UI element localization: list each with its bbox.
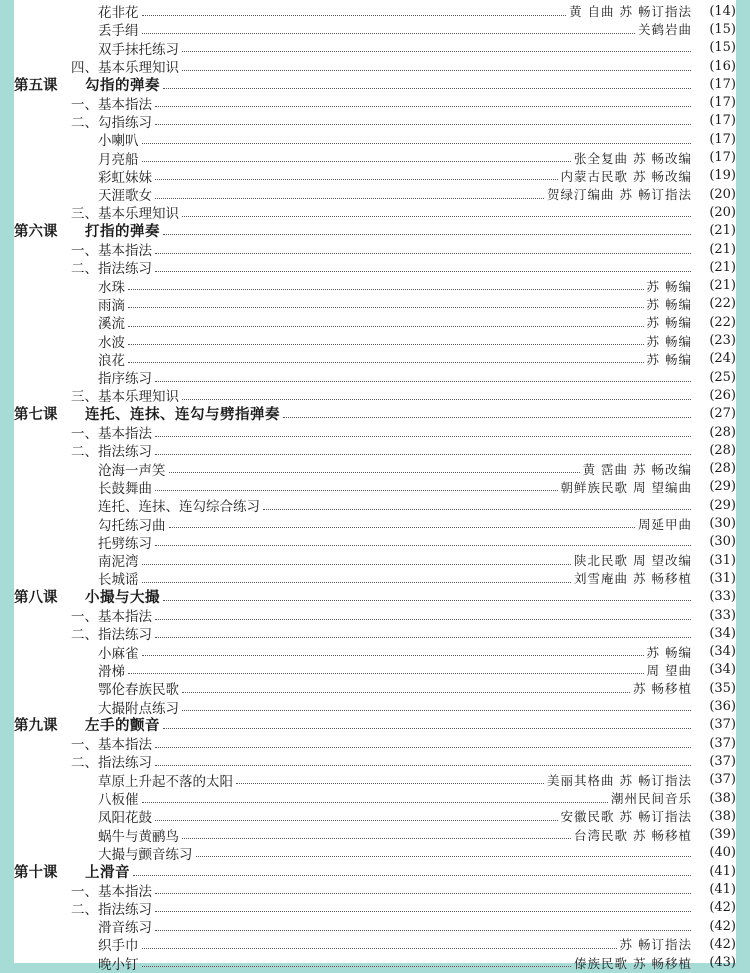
lesson-title: 连托、连抹、连勾与劈指弹奏 — [85, 407, 280, 424]
section-number: 二、 — [71, 261, 98, 278]
piece-title: 指序练习 — [98, 371, 152, 388]
piece-title: 小喇叭 — [98, 133, 139, 150]
toc-section-row[interactable] — [14, 57, 736, 75]
composer-credit: 苏 畅编 — [646, 278, 692, 294]
dot-leader — [283, 417, 691, 418]
composer-credit: 黄 自曲 苏 畅订指法 — [569, 4, 692, 20]
section-title: 基本指法 — [98, 243, 152, 260]
lesson-number: 第十课 — [14, 864, 58, 881]
lesson-title: 打指的弹奏 — [85, 224, 160, 241]
piece-title: 大撮与颤音练习 — [98, 846, 193, 863]
toc-lesson-row[interactable] — [14, 716, 736, 734]
dot-leader — [182, 51, 691, 52]
toc-piece-row[interactable] — [14, 167, 736, 185]
section-number: 二、 — [71, 627, 98, 644]
piece-title: 花非花 — [98, 5, 139, 22]
dot-leader — [196, 856, 692, 857]
composer-credit: 陕北民歌 周 望改编 — [574, 553, 692, 569]
page-number: (31) — [709, 552, 736, 568]
section-title: 基本指法 — [98, 883, 152, 900]
lesson-number: 第八课 — [14, 590, 58, 607]
page-number: (33) — [709, 589, 736, 605]
toc-piece-row[interactable] — [14, 697, 736, 715]
toc-section-row[interactable] — [14, 258, 736, 276]
section-title: 基本乐理知识 — [98, 60, 179, 77]
page-number: (29) — [709, 497, 736, 513]
toc-section-row[interactable] — [14, 880, 736, 898]
toc-piece-row[interactable] — [14, 917, 736, 935]
toc-section-row[interactable] — [14, 94, 736, 112]
piece-title: 水波 — [98, 334, 125, 351]
dot-leader — [142, 802, 608, 803]
section-number: 一、 — [71, 243, 98, 260]
piece-title: 托劈练习 — [98, 535, 152, 552]
piece-title: 小麻雀 — [98, 645, 139, 662]
page-number: (38) — [709, 790, 736, 806]
section-number: 二、 — [71, 114, 98, 131]
section-number: 二、 — [71, 444, 98, 461]
toc-piece-row[interactable] — [14, 2, 736, 20]
composer-credit: 苏 畅编 — [646, 351, 692, 367]
dot-leader — [182, 216, 691, 217]
page-number: (26) — [709, 387, 736, 403]
dot-leader — [155, 637, 691, 638]
page-number: (34) — [709, 662, 736, 678]
toc-piece-row[interactable] — [14, 496, 736, 514]
section-number: 一、 — [71, 883, 98, 900]
dot-leader — [155, 436, 691, 437]
dot-leader — [155, 820, 558, 821]
section-title: 指法练习 — [98, 444, 152, 461]
piece-title: 大撮附点练习 — [98, 700, 179, 717]
dot-leader — [142, 564, 572, 565]
dot-leader — [128, 326, 644, 327]
dot-leader — [128, 289, 644, 290]
dot-leader — [155, 271, 691, 272]
page-number: (38) — [709, 808, 736, 824]
dot-leader — [142, 143, 692, 144]
page-number: (30) — [709, 534, 736, 550]
dot-leader — [142, 582, 572, 583]
toc-piece-row[interactable] — [14, 130, 736, 148]
section-title: 基本指法 — [98, 426, 152, 443]
piece-title: 雨滴 — [98, 297, 125, 314]
page-number: (21) — [709, 259, 736, 275]
dot-leader — [155, 930, 691, 931]
page-number: (33) — [709, 607, 736, 623]
page-number: (21) — [709, 278, 736, 294]
dot-leader — [142, 33, 635, 34]
dot-leader — [155, 911, 691, 912]
composer-credit: 周 望曲 — [646, 662, 692, 678]
page-number: (21) — [709, 241, 736, 257]
toc-piece-row[interactable] — [14, 826, 736, 844]
toc-section-row[interactable] — [14, 734, 736, 752]
toc-piece-row[interactable] — [14, 954, 736, 972]
dot-leader — [155, 106, 691, 107]
toc-piece-row[interactable] — [14, 148, 736, 166]
lesson-number: 第六课 — [14, 224, 58, 241]
dot-leader — [128, 673, 644, 674]
page-number: (20) — [709, 204, 736, 220]
piece-title: 连托、连抹、连勾综合练习 — [98, 499, 260, 516]
dot-leader — [142, 15, 567, 16]
dot-leader — [163, 728, 691, 729]
toc-piece-row[interactable] — [14, 20, 736, 38]
toc-piece-row[interactable] — [14, 478, 736, 496]
page-number: (14) — [709, 3, 736, 19]
lesson-title: 小撮与大撮 — [85, 590, 160, 607]
page-number: (16) — [709, 58, 736, 74]
page-number: (15) — [709, 21, 736, 37]
page-number: (34) — [709, 625, 736, 641]
page-number: (28) — [709, 424, 736, 440]
piece-title: 水珠 — [98, 279, 125, 296]
toc-page — [14, 0, 736, 973]
section-number: 二、 — [71, 755, 98, 772]
piece-title: 滑音练习 — [98, 920, 152, 937]
toc-piece-row[interactable] — [14, 368, 736, 386]
piece-title: 织手巾 — [98, 938, 139, 955]
page-number: (28) — [709, 442, 736, 458]
lesson-number: 第五课 — [14, 77, 58, 94]
toc-lesson-row[interactable] — [14, 588, 736, 606]
dot-leader — [142, 161, 572, 162]
composer-credit: 刘雪庵曲 苏 畅移植 — [574, 571, 692, 587]
toc-lesson-row[interactable] — [14, 862, 736, 880]
page-number: (22) — [709, 314, 736, 330]
composer-credit: 美丽其格曲 苏 畅订指法 — [547, 772, 692, 788]
section-title: 指法练习 — [98, 261, 152, 278]
toc-section-row[interactable] — [14, 441, 736, 459]
page-number: (17) — [709, 76, 736, 92]
dot-leader — [163, 88, 691, 89]
composer-credit: 贺绿汀编曲 苏 畅订指法 — [547, 187, 692, 203]
toc-piece-row[interactable] — [14, 533, 736, 551]
toc-piece-row[interactable] — [14, 313, 736, 331]
toc-piece-row[interactable] — [14, 789, 736, 807]
composer-credit: 台湾民歌 苏 畅移植 — [574, 827, 692, 843]
composer-credit: 苏 畅移植 — [633, 681, 692, 697]
toc-section-row[interactable] — [14, 386, 736, 404]
page-number: (43) — [709, 955, 736, 971]
toc-piece-row[interactable] — [14, 569, 736, 587]
dot-leader — [155, 454, 691, 455]
lesson-title: 上滑音 — [85, 864, 130, 881]
dot-leader — [263, 509, 691, 510]
page-number: (28) — [709, 461, 736, 477]
dot-leader — [155, 747, 691, 748]
piece-title: 彩虹妹妹 — [98, 169, 152, 186]
toc-lesson-row[interactable] — [14, 405, 736, 423]
composer-credit: 潮州民间音乐 — [610, 791, 692, 807]
toc-section-row[interactable] — [14, 423, 736, 441]
page-number: (15) — [709, 40, 736, 56]
page-number: (42) — [709, 900, 736, 916]
toc-section-row[interactable] — [14, 752, 736, 770]
page-number: (42) — [709, 918, 736, 934]
toc-piece-row[interactable] — [14, 331, 736, 349]
dot-leader — [133, 875, 691, 876]
composer-credit: 傣族民歌 苏 畅移植 — [574, 955, 692, 971]
composer-credit: 苏 畅编 — [646, 333, 692, 349]
toc-piece-row[interactable] — [14, 295, 736, 313]
dot-leader — [155, 893, 691, 894]
dot-leader — [169, 472, 580, 473]
piece-title: 天涯歌女 — [98, 188, 152, 205]
page-number: (17) — [709, 150, 736, 166]
dot-leader — [155, 253, 691, 254]
section-number: 三、 — [71, 206, 98, 223]
section-title: 勾指练习 — [98, 114, 152, 131]
dot-leader — [163, 234, 691, 235]
dot-leader — [155, 124, 691, 125]
toc-piece-row[interactable] — [14, 807, 736, 825]
dot-leader — [155, 179, 558, 180]
dot-leader — [182, 399, 691, 400]
composer-credit: 黄 霑曲 苏 畅改编 — [582, 461, 692, 477]
toc-piece-row[interactable] — [14, 551, 736, 569]
lesson-title: 左手的颤音 — [85, 718, 160, 735]
section-number: 二、 — [71, 901, 98, 918]
composer-credit: 张全复曲 苏 畅改编 — [574, 150, 692, 166]
composer-credit: 苏 畅编 — [646, 644, 692, 660]
piece-title: 双手抹托练习 — [98, 41, 179, 58]
page-number: (30) — [709, 516, 736, 532]
toc-piece-row[interactable] — [14, 39, 736, 57]
toc-section-row[interactable] — [14, 624, 736, 642]
page-number: (29) — [709, 479, 736, 495]
piece-title: 南泥湾 — [98, 554, 139, 571]
toc-piece-row[interactable] — [14, 460, 736, 478]
composer-credit: 内蒙古民歌 苏 畅改编 — [560, 168, 692, 184]
piece-title: 沧海一声笑 — [98, 462, 166, 479]
page-number: (17) — [709, 113, 736, 129]
page-number: (37) — [709, 735, 736, 751]
dot-leader — [182, 692, 630, 693]
page-number: (24) — [709, 351, 736, 367]
piece-title: 草原上升起不落的太阳 — [98, 773, 233, 790]
section-number: 一、 — [71, 426, 98, 443]
page-number: (23) — [709, 333, 736, 349]
page-number: (31) — [709, 570, 736, 586]
toc-section-row[interactable] — [14, 112, 736, 130]
dot-leader — [182, 838, 571, 839]
lesson-title: 勾指的弹奏 — [85, 77, 160, 94]
composer-credit: 苏 畅编 — [646, 315, 692, 331]
dot-leader — [155, 545, 691, 546]
page-number: (41) — [709, 882, 736, 898]
dot-leader — [155, 381, 691, 382]
page-number: (42) — [709, 936, 736, 952]
dot-leader — [142, 948, 617, 949]
section-title: 基本乐理知识 — [98, 206, 179, 223]
dot-leader — [128, 344, 644, 345]
page-number: (39) — [709, 827, 736, 843]
dot-leader — [236, 783, 544, 784]
piece-title: 浪花 — [98, 352, 125, 369]
toc-section-row[interactable] — [14, 203, 736, 221]
section-title: 指法练习 — [98, 627, 152, 644]
piece-title: 凤阳花鼓 — [98, 810, 152, 827]
piece-title: 鄂伦春族民歌 — [98, 682, 179, 699]
piece-title: 长鼓舞曲 — [98, 480, 152, 497]
page-number: (41) — [709, 863, 736, 879]
toc-lesson-row[interactable] — [14, 222, 736, 240]
composer-credit: 苏 畅编 — [646, 296, 692, 312]
piece-title: 溪流 — [98, 316, 125, 333]
page-number: (40) — [709, 845, 736, 861]
piece-title: 八板催 — [98, 792, 139, 809]
toc-piece-row[interactable] — [14, 771, 736, 789]
toc-section-row[interactable] — [14, 240, 736, 258]
dot-leader — [128, 362, 644, 363]
dot-leader — [142, 655, 644, 656]
composer-credit: 关鹤岩曲 — [637, 22, 692, 38]
dot-leader — [155, 765, 691, 766]
toc-piece-row[interactable] — [14, 350, 736, 368]
dot-leader — [182, 710, 691, 711]
toc-piece-row[interactable] — [14, 661, 736, 679]
section-number: 四、 — [71, 60, 98, 77]
dot-leader — [163, 600, 691, 601]
dot-leader — [128, 307, 644, 308]
piece-title: 月亮船 — [98, 151, 139, 168]
toc-section-row[interactable] — [14, 606, 736, 624]
page-number: (37) — [709, 753, 736, 769]
dot-leader — [155, 490, 558, 491]
lesson-number: 第九课 — [14, 718, 58, 735]
composer-credit: 周延甲曲 — [637, 516, 692, 532]
toc-lesson-row[interactable] — [14, 75, 736, 93]
composer-credit: 苏 畅订指法 — [619, 937, 692, 953]
section-title: 指法练习 — [98, 901, 152, 918]
section-title: 基本指法 — [98, 609, 152, 626]
page-number: (21) — [709, 223, 736, 239]
dot-leader — [182, 70, 691, 71]
page-number: (27) — [709, 406, 736, 422]
toc-piece-row[interactable] — [14, 185, 736, 203]
page-number: (25) — [709, 369, 736, 385]
piece-title: 晚小钉 — [98, 956, 139, 973]
page-number: (19) — [709, 168, 736, 184]
piece-title: 丢手绢 — [98, 23, 139, 40]
section-number: 一、 — [71, 737, 98, 754]
piece-title: 长城谣 — [98, 572, 139, 589]
composer-credit: 安徽民歌 苏 畅订指法 — [560, 809, 692, 825]
page-number: (20) — [709, 186, 736, 202]
toc-piece-row[interactable] — [14, 277, 736, 295]
lesson-number: 第七课 — [14, 407, 58, 424]
toc-piece-row[interactable] — [14, 935, 736, 953]
toc-piece-row[interactable] — [14, 643, 736, 661]
toc-section-row[interactable] — [14, 899, 736, 917]
dot-leader — [155, 198, 544, 199]
section-number: 一、 — [71, 96, 98, 113]
page-number: (17) — [709, 131, 736, 147]
dot-leader — [169, 527, 635, 528]
piece-title: 蜗牛与黄鹂鸟 — [98, 828, 179, 845]
page-number: (22) — [709, 296, 736, 312]
page-number: (17) — [709, 95, 736, 111]
piece-title: 勾托练习曲 — [98, 517, 166, 534]
page-number: (37) — [709, 717, 736, 733]
section-title: 指法练习 — [98, 755, 152, 772]
section-title: 基本指法 — [98, 96, 152, 113]
section-title: 基本指法 — [98, 737, 152, 754]
section-number: 一、 — [71, 609, 98, 626]
toc-piece-row[interactable] — [14, 679, 736, 697]
dot-leader — [155, 619, 691, 620]
section-title: 基本乐理知识 — [98, 389, 179, 406]
page-number: (37) — [709, 772, 736, 788]
composer-credit: 朝鲜族民歌 周 望编曲 — [560, 479, 692, 495]
toc-piece-row[interactable] — [14, 844, 736, 862]
toc-piece-row[interactable] — [14, 514, 736, 532]
page-number: (34) — [709, 644, 736, 660]
section-number: 三、 — [71, 389, 98, 406]
dot-leader — [142, 966, 572, 967]
piece-title: 滑梯 — [98, 663, 125, 680]
page-number: (35) — [709, 680, 736, 696]
page-number: (36) — [709, 699, 736, 715]
